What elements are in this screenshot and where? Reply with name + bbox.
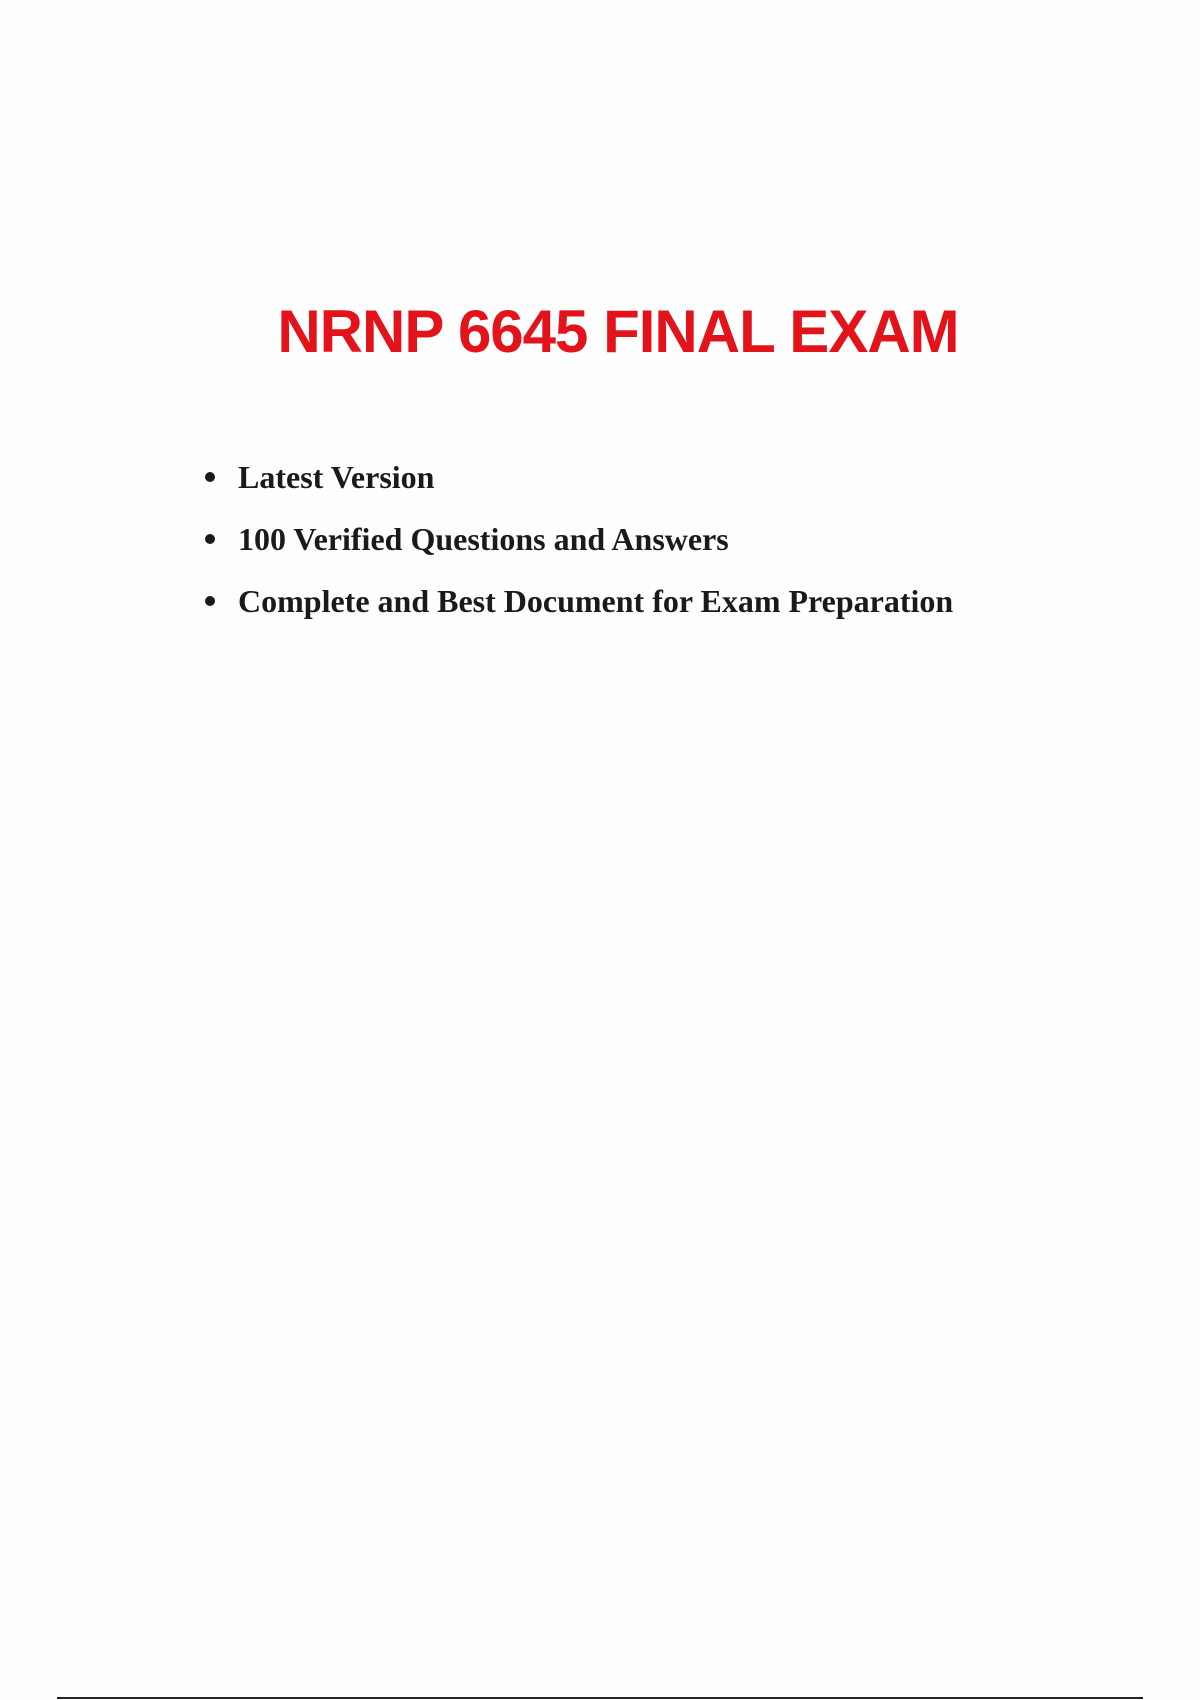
footer-divider (57, 1697, 1143, 1699)
list-item (205, 570, 953, 632)
bullet-icon (205, 472, 215, 482)
list-item-label: 100 Verified Questions and Answers (238, 520, 729, 557)
page-title: NRNP 6645 FINAL EXAM (277, 298, 959, 365)
bullet-icon (205, 534, 215, 544)
list-item-label: Latest Version (238, 458, 435, 495)
bullet-icon (205, 596, 215, 606)
list-item (205, 508, 953, 570)
list-item (205, 446, 953, 508)
list-item-label: Complete and Best Document for Exam Preparation (238, 582, 954, 619)
feature-list (205, 446, 953, 632)
